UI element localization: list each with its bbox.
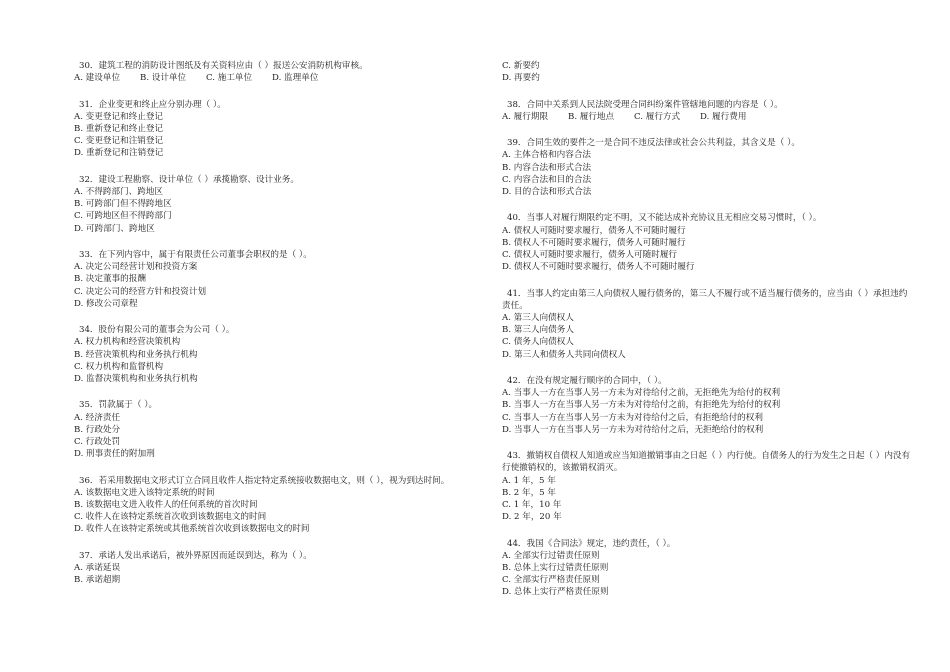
option-b: B. 行政处分 [74, 424, 121, 435]
question-37 [74, 550, 476, 587]
question-37-cont [502, 60, 914, 84]
option-d: D. 刑事责任的附加刑 [74, 449, 155, 460]
question-stem: 35．罚款属于（ ）。 [79, 400, 158, 411]
option-a: A. 债权人可随时要求履行，债务人不可随时履行 [502, 225, 686, 236]
option-c: C. 决定公司的经营方针和投资计划 [74, 286, 207, 297]
question-stem: 44．我国《合同法》规定，违约责任，（ ）。 [507, 538, 676, 549]
option-b: B. 决定董事的报酬 [74, 274, 146, 285]
question-34 [74, 324, 476, 385]
option-c: C. 变更登记和注销登记 [74, 136, 164, 147]
option-c: C. 权力机构和监督机构 [74, 361, 164, 372]
option-a: A. 1 年，5 年 [502, 475, 556, 486]
question-stem: 32．建设工程勘察、设计单位（ ）承揽勘察、设计业务。 [79, 174, 299, 185]
question-stem: 38．合同中关系到人民法院受理合同纠纷案件管辖地问题的内容是（ ）。 [507, 99, 783, 110]
question-31 [74, 99, 476, 160]
option-c: C. 全部实行严格责任原则 [502, 575, 600, 586]
option-row [74, 72, 476, 84]
question-stem: 43．撤销权自债权人知道或应当知道撤销事由之日起（ ）内行使。自债务人的行为发生之日起（ ）内没有行使撤销权的，该撤销权消灭。 [502, 451, 911, 474]
option-b: B. 履行地点 [568, 111, 615, 122]
question-35 [74, 399, 476, 460]
option-d: D. 2 年，20 年 [502, 512, 562, 523]
question-stem: 37．承诺人发出承诺后，被外界原因而延误到达，称为（ ）。 [79, 550, 312, 561]
option-a: A. 建设单位 [74, 73, 121, 84]
option-c: C. 债权人可随时要求履行，债务人可随时履行 [502, 250, 678, 260]
option-d: D. 总体上实行严格责任原则 [502, 587, 609, 598]
right-column [502, 60, 914, 613]
option-c: C. 1 年，10 年 [502, 500, 562, 511]
option-b: B. 总体上实行过错责任原则 [502, 563, 609, 574]
option-a: A. 不得跨部门、跨地区 [74, 187, 164, 197]
option-d: D. 监督决策机构和业务执行机构 [74, 374, 198, 385]
option-a: A. 第三人向债权人 [502, 313, 574, 323]
question-38 [502, 99, 914, 123]
option-a: A. 决定公司经营计划和投资方案 [74, 262, 198, 273]
question-39 [502, 137, 914, 198]
question-30 [74, 60, 476, 84]
question-stem: 42．在没有规定履行顺序的合同中，（ ）。 [507, 376, 667, 386]
option-b: D. 再要约 [502, 73, 540, 84]
option-b: B. 经营决策机构和业务执行机构 [74, 349, 198, 360]
question-33 [74, 249, 476, 310]
option-a: A. 全部实行过错责任原则 [502, 550, 600, 561]
question-44 [502, 538, 914, 599]
question-41 [502, 288, 914, 361]
option-a: A. 当事人一方在当事人另一方未为对待给付之前，无拒绝先为给付的权利 [502, 388, 781, 399]
option-b: B. 当事人一方在当事人另一方未为对待给付之前，有拒绝先为给付的权利 [502, 400, 781, 411]
option-b: B. 可跨部门但不得跨地区 [74, 199, 172, 210]
option-a: A. 变更登记和终止登记 [74, 111, 164, 122]
question-43 [502, 450, 914, 523]
option-a: A. 主体合格和内容合法 [502, 150, 592, 161]
option-a: A. 权力机构和经营决策机构 [74, 337, 181, 348]
question-stem: 31．企业变更和终止应分别办理（ ）。 [79, 99, 226, 110]
option-b: B. 债权人不可随时要求履行，债务人可随时履行 [502, 237, 686, 248]
left-column [74, 60, 476, 601]
option-c: C. 当事人一方在当事人另一方未为对待给付之后，有拒绝给付的权利 [502, 412, 763, 423]
option-d: D. 当事人一方在当事人另一方未为对待给付之后，无拒绝给付的权利 [502, 424, 764, 435]
option-d: D. 修改公司章程 [74, 298, 138, 309]
option-d: D. 目的合法和形式合法 [502, 187, 592, 197]
question-42 [502, 375, 914, 436]
option-d: D. 履行费用 [700, 111, 747, 122]
question-40 [502, 212, 914, 273]
option-d: D. 可跨部门、跨地区 [74, 223, 155, 234]
option-b: B. 重新登记和终止登记 [74, 124, 164, 134]
question-stem: 33．在下列内容中，属于有限责任公司董事会职权的是（ ）。 [79, 250, 312, 260]
question-36 [74, 475, 476, 536]
option-b: B. 承诺超期 [74, 575, 121, 586]
question-stem: 41．当事人约定由第三人向债权人履行债务的，第三人不履行或不适当履行债务的，应当由（ ）承担违约责任。 [502, 288, 908, 311]
option-c: C. 内容合法和目的合法 [502, 174, 592, 185]
option-a: A. 经济责任 [74, 412, 121, 423]
question-stem: 39．合同生效的要件之一是合同不违反法律或社会公共利益，其含义是（ ）。 [507, 138, 800, 149]
question-stem: 40．当事人对履行期限约定不明，又不能达成补充协议且无相应交易习惯时，（ ）。 [507, 213, 822, 224]
question-stem: 34．股份有限公司的董事会为公司（ ）。 [79, 325, 235, 336]
option-d: D. 重新登记和注销登记 [74, 148, 164, 159]
option-d: D. 债权人不可随时要求履行，债务人不可随时履行 [502, 262, 695, 273]
option-a: A. 履行期限 [502, 111, 549, 122]
option-a: C. 新要约 [502, 61, 540, 71]
option-row [502, 111, 914, 123]
option-b: B. 设计单位 [140, 73, 187, 84]
option-c: C. 债务人向债权人 [502, 337, 574, 348]
option-b: B. 该数据电文进入收件人的任何系统的首次时间 [74, 500, 258, 511]
question-32 [74, 174, 476, 235]
question-stem: 36．若采用数据电文形式订立合同且收件人指定特定系统接收数据电文，则（ ），视为到达时间。 [79, 475, 450, 486]
option-b: B. 第三人向债务人 [502, 325, 574, 336]
option-c: C. 可跨地区但不得跨部门 [74, 211, 172, 222]
option-a: A. 承诺延误 [74, 563, 121, 574]
option-c: C. 施工单位 [206, 73, 253, 84]
option-a: A. 该数据电文进入该特定系统的时间 [74, 487, 215, 498]
option-b: B. 2 年，5 年 [502, 487, 556, 498]
option-b: B. 内容合法和形式合法 [502, 162, 592, 173]
option-c: C. 收件人在该特定系统首次收到该数据电文的时间 [74, 512, 267, 523]
option-c: C. 行政处罚 [74, 437, 121, 448]
option-d: D. 监理单位 [272, 73, 319, 84]
option-c: C. 履行方式 [634, 111, 681, 122]
question-stem: 30．建筑工程的消防设计图纸及有关资料应由（ ）报送公安消防机构审核。 [79, 61, 368, 71]
option-d: D. 收件人在该特定系统或其他系统首次收到该数据电文的时间 [74, 524, 310, 535]
option-d: D. 第三人和债务人共同向债权人 [502, 349, 626, 360]
